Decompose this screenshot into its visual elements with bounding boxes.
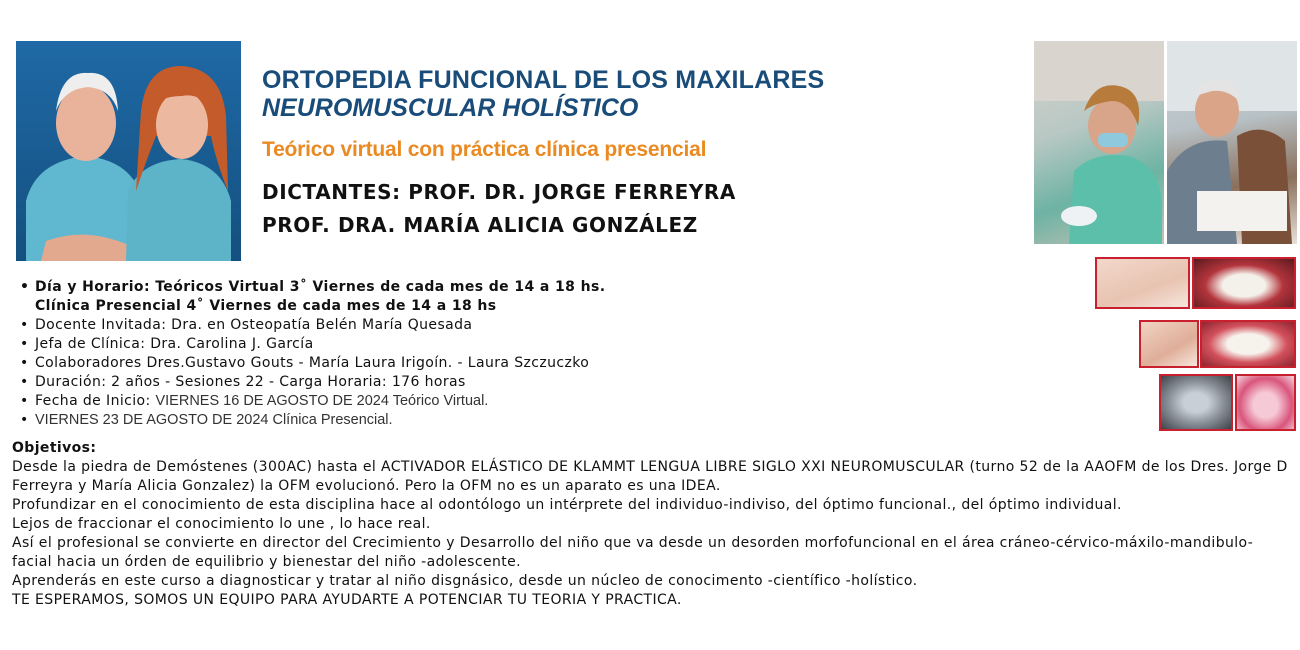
course-subtitle: Teórico virtual con práctica clínica presencial <box>262 138 707 161</box>
objectives-paragraph-2: Profundizar en el conocimiento de esta disciplina hace al odontólogo un intérprete del individuo-indiviso, del óptimo funcional., del óptimo individual. <box>12 497 1122 513</box>
appliance-pink-thumb <box>1235 374 1296 431</box>
clinic-photo-dentist <box>1034 41 1164 244</box>
instructors-illustration <box>16 41 241 261</box>
list-item-collaborators: • Colaboradores Dres.Gustavo Gouts - María Laura Irigoín. - Laura Szczuczko <box>20 354 1080 373</box>
profile-before-thumb <box>1095 257 1190 309</box>
clinic-photo-examination-illustration <box>1167 41 1297 244</box>
lecturer-2: PROF. DRA. MARÍA ALICIA GONZÁLEZ <box>262 213 698 237</box>
objectives-section <box>12 439 1292 610</box>
list-item-schedule <box>20 278 1080 316</box>
objectives-paragraph-3: Lejos de fraccionar el conocimiento lo une , lo hace real. <box>12 516 431 532</box>
clinic-photo-dentist-illustration <box>1034 41 1164 244</box>
teeth-after-thumb <box>1200 320 1296 368</box>
clinic-photo-examination <box>1167 41 1297 244</box>
course-details-list <box>20 278 1080 430</box>
appliance-thumb <box>1159 374 1233 431</box>
list-item-clinic-head: • Jefa de Clínica: Dra. Carolina J. García <box>20 335 1080 354</box>
lecturers <box>262 176 736 242</box>
objectives-paragraph-6: TE ESPERAMOS, SOMOS UN EQUIPO PARA AYUDARTE A POTENCIAR TU TEORIA Y PRACTICA. <box>12 592 682 608</box>
objectives-paragraph-1: Desde la piedra de Demóstenes (300AC) hasta el ACTIVADOR ELÁSTICO DE KLAMMT LENGUA LIBRE SIGLO XXI NEUROMUSCULAR (turno 52 de la AAOFM de los Dres. Jorge D Ferreyra y María Alicia Gonzalez) la OFM evolucionó. Pero la OFM no es un aparato es una IDEA. <box>12 459 1288 494</box>
objectives-heading: Objetivos: <box>12 440 97 456</box>
course-title-italic: NEUROMUSCULAR HOLÍSTICO <box>262 94 639 122</box>
list-item-guest-teacher: • Docente Invitada: Dra. en Osteopatía Belén María Quesada <box>20 316 1080 335</box>
start-date-label: Fecha de Inicio: <box>35 393 151 409</box>
profile-after-thumb <box>1139 320 1199 368</box>
list-item-start-date <box>20 392 1080 411</box>
clinic-start-value: VIERNES 23 DE AGOSTO DE 2024 Clínica Presencial. <box>35 412 393 428</box>
schedule-clinic: Clínica Presencial 4˚ Viernes de cada mes de 14 a 18 hs <box>35 298 497 314</box>
lecturer-1: DICTANTES: PROF. DR. JORGE FERREYRA <box>262 180 737 204</box>
list-item-clinic-start <box>20 411 1080 430</box>
objectives-paragraph-4: Así el profesional se convierte en director del Crecimiento y Desarrollo del niño que va desde un desorden morfofuncional en el área cráneo-cérvico-máxilo-mandibulo-facial hacia un órden de equilibrio y bienestar del niño -adolescente. <box>12 535 1254 570</box>
instructors-photo <box>16 41 241 261</box>
teeth-before-thumb <box>1192 257 1296 309</box>
course-title: ORTOPEDIA FUNCIONAL DE LOS MAXILARES <box>262 66 825 94</box>
start-date-value: VIERNES 16 DE AGOSTO DE 2024 Teórico Virtual. <box>155 393 489 409</box>
objectives-paragraph-5: Aprenderás en este curso a diagnosticar y tratar al niño disgnásico, desde un núcleo de conocimento -científico -holístico. <box>12 573 918 589</box>
list-item-duration: • Duración: 2 años - Sesiones 22 - Carga Horaria: 176 horas <box>20 373 1080 392</box>
schedule-virtual: • Día y Horario: Teóricos Virtual 3˚ Viernes de cada mes de 14 a 18 hs. <box>35 279 606 295</box>
